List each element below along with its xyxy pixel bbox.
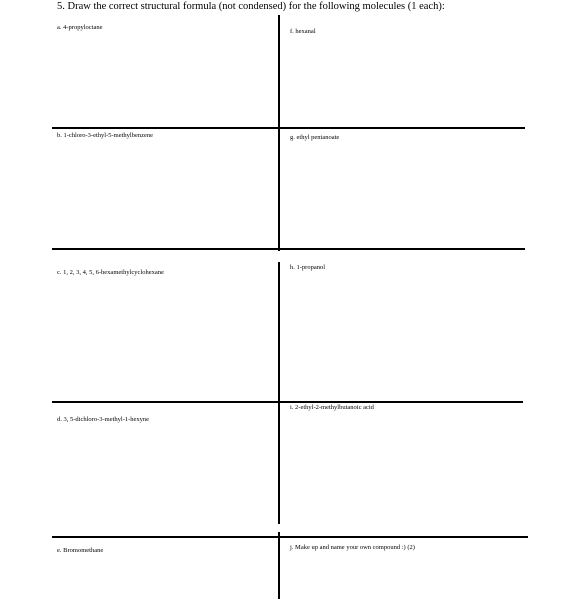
item-f-label: f. hexanal — [290, 28, 316, 35]
item-a-label: a. 4-propyloctane — [57, 24, 103, 31]
item-b-label: b. 1-chloro-3-ethyl-5-methylbenzene — [57, 132, 154, 139]
item-i-label: i. 2-ethyl-2-methylbutanoic acid — [290, 404, 374, 411]
item-d-label: d. 3, 5-dichloro-3-methyl-1-hexyne — [57, 416, 150, 423]
center-divider-1 — [278, 15, 280, 251]
divider-row-3 — [52, 401, 523, 403]
question-title: 5. Draw the correct structural formula (not condensed) for the following molecules (1 each): — [57, 1, 445, 12]
divider-row-2 — [52, 248, 525, 250]
center-divider-3 — [278, 532, 280, 599]
item-c-label: c. 1, 2, 3, 4, 5, 6-hexamethylcyclohexane — [57, 269, 164, 276]
item-e-label: e. Bromomethane — [57, 547, 104, 554]
item-h-label: h. 1-propanol — [290, 264, 326, 271]
item-g-label: g. ethyl pentanoate — [290, 134, 340, 141]
center-divider-2 — [278, 262, 280, 524]
divider-row-4 — [52, 536, 528, 538]
divider-row-1 — [52, 127, 525, 129]
item-j-label: j. Make up and name your own compound :) (2) — [290, 544, 415, 551]
